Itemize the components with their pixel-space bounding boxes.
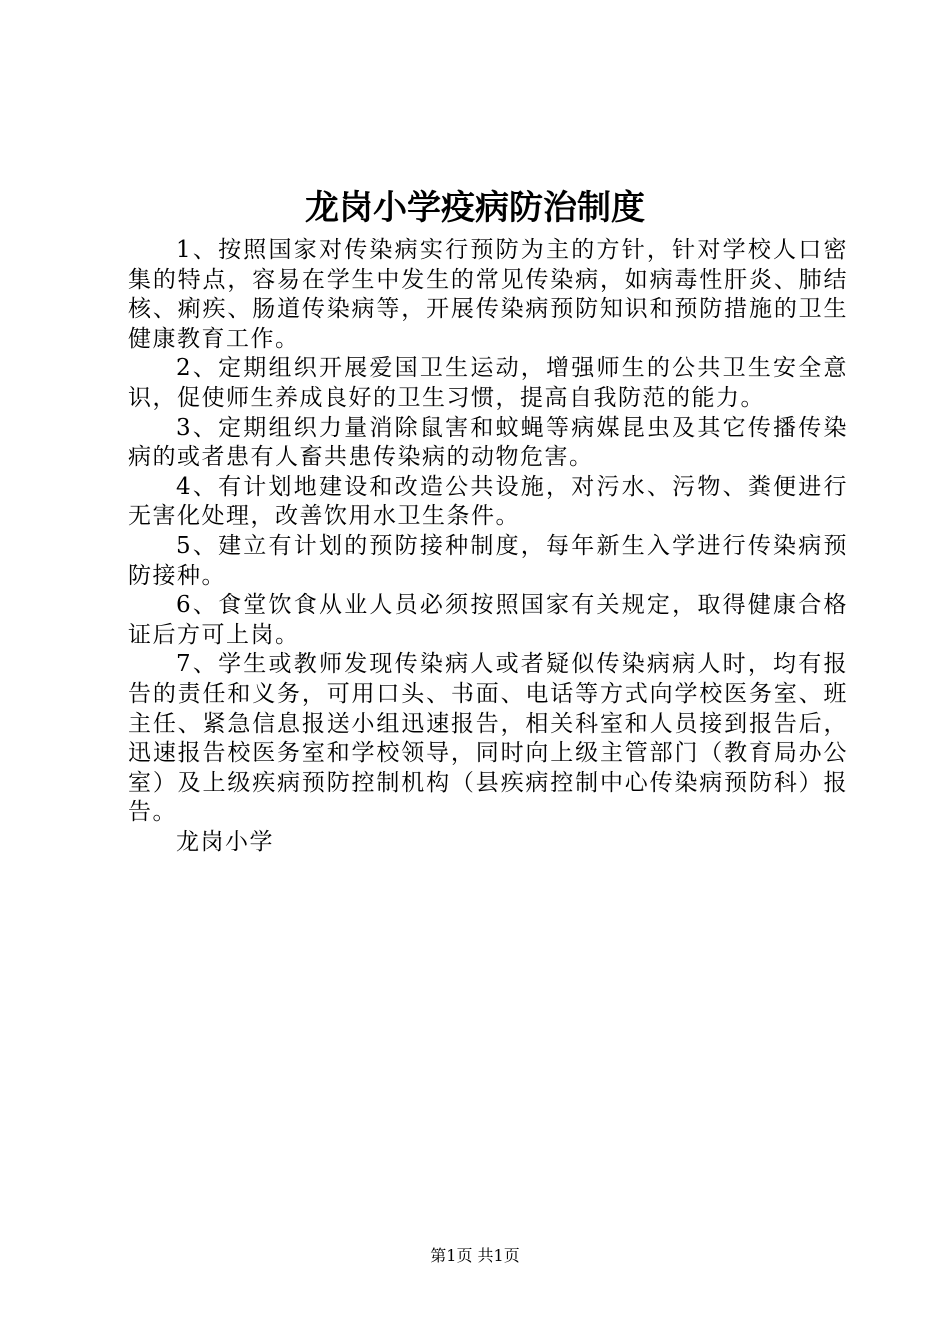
paragraph-5: 5、建立有计划的预防接种制度，每年新生入学进行传染病预防接种。 bbox=[128, 532, 848, 589]
paragraph-7: 7、学生或教师发现传染病人或者疑似传染病病人时，均有报告的责任和义务，可用口头、书面、电话等方式向学校医务室、班主任、紧急信息报送小组迅速报告，相关科室和人员接到报告后，迅速报告校医务室和学校领导，同时向上级主管部门（教育局办公室）及上级疾病预防控制机构（县疾病控制中心传染病预防科）报告。 bbox=[128, 651, 848, 826]
paragraph-2: 2、定期组织开展爱国卫生运动，增强师生的公共卫生安全意识，促使师生养成良好的卫生习惯，提高自我防范的能力。 bbox=[128, 355, 848, 411]
document-title: 龙岗小学疫病防治制度 bbox=[305, 188, 645, 228]
paragraph-4: 4、有计划地建设和改造公共设施，对污水、污物、粪便进行无害化处理，改善饮用水卫生条件。 bbox=[128, 473, 848, 530]
paragraph-1: 1、按照国家对传染病实行预防为主的方针，针对学校人口密集的特点，容易在学生中发生的常见传染病，如病毒性肝炎、肺结核、痢疾、肠道传染病等，开展传染病预防知识和预防措施的卫生健康教育工作。 bbox=[128, 237, 848, 352]
page-footer: 第1页 共1页 bbox=[430, 1246, 520, 1265]
document-body bbox=[128, 236, 848, 857]
paragraph-6: 6、食堂饮食从业人员必须按照国家有关规定，取得健康合格证后方可上岗。 bbox=[128, 592, 848, 648]
paragraph-3: 3、定期组织力量消除鼠害和蚊蝇等病媒昆虫及其它传播传染病的或者患有人畜共患传染病的动物危害。 bbox=[128, 414, 848, 471]
signature: 龙岗小学 bbox=[176, 828, 274, 855]
